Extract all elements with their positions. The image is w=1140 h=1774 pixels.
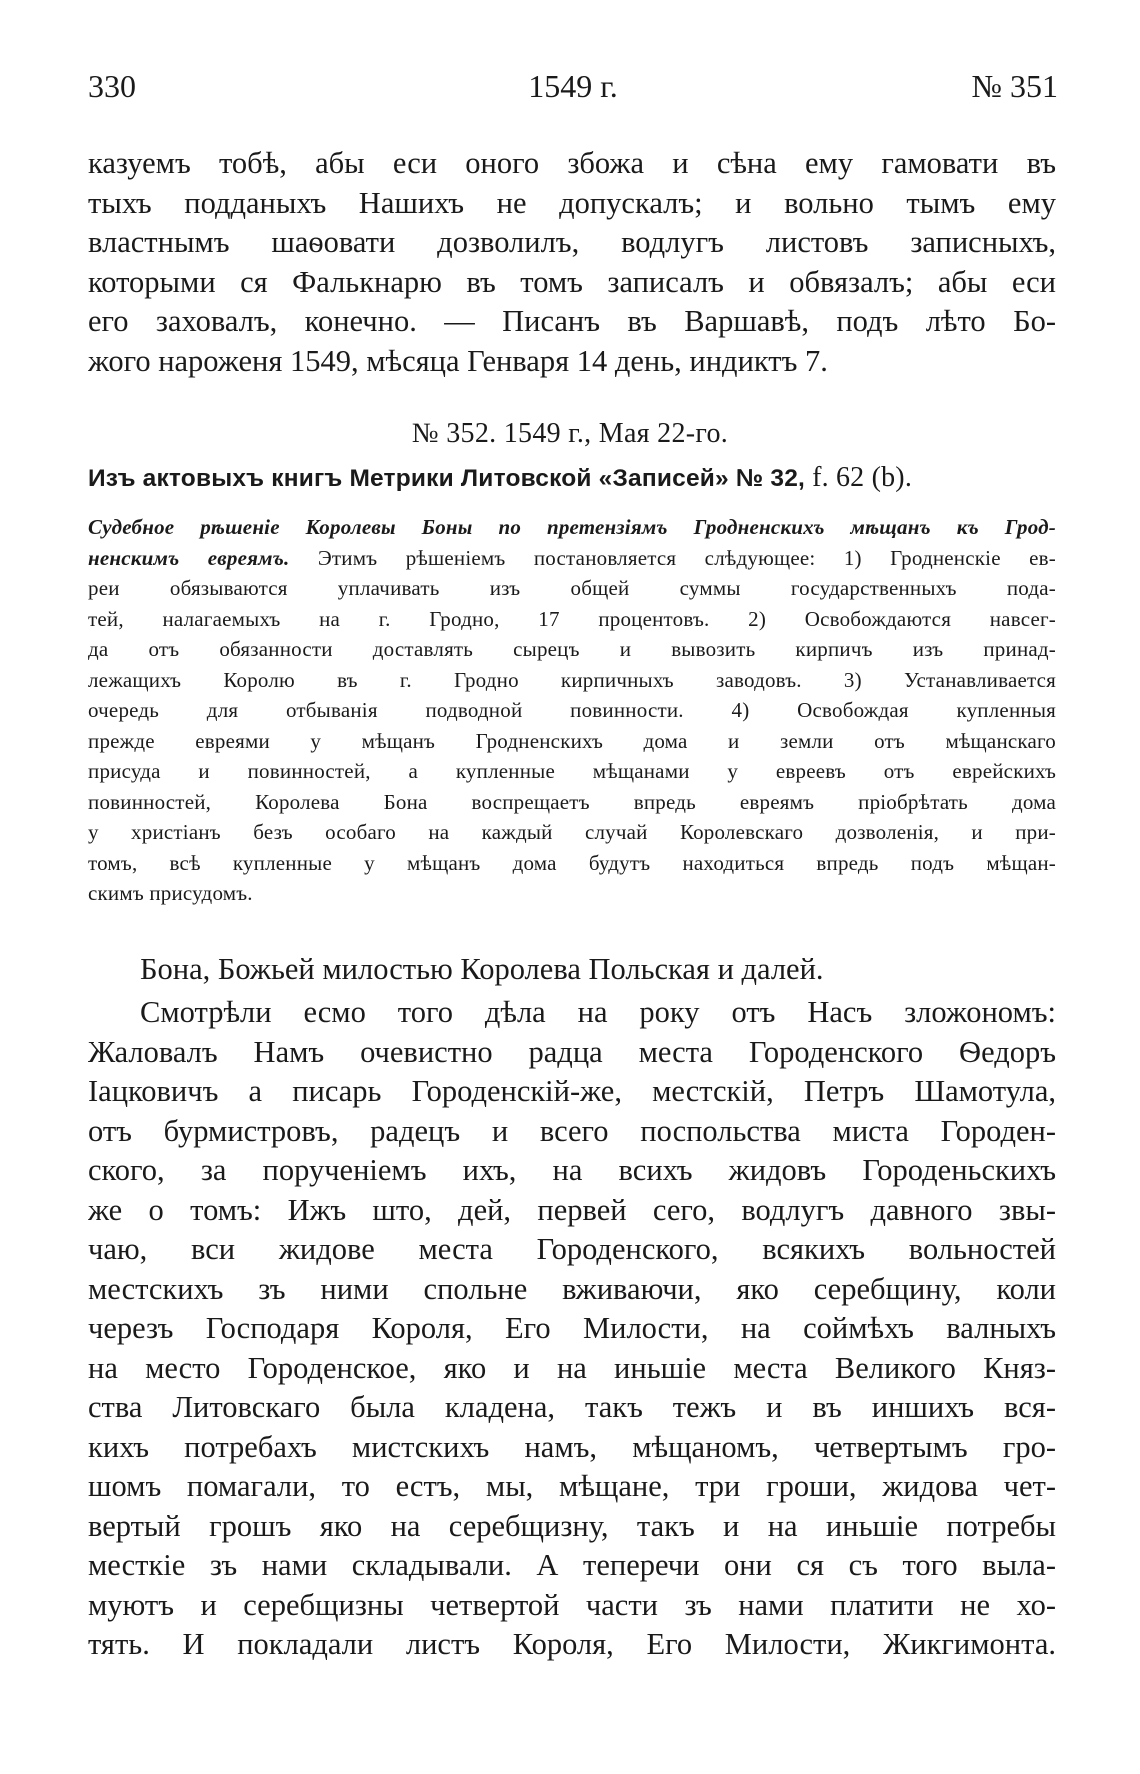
summary-line: да отъ обязанности доставлять сырецъ и вывозить кирпичъ изъ принад- — [88, 637, 1056, 661]
text-line: же о томъ: Ижъ што, дей, первей сего, водлугъ давного звы- — [88, 1192, 1056, 1227]
text-line: кихъ потребахъ мистскихъ намъ, мѣщаномъ, четвертымъ гро- — [88, 1429, 1056, 1464]
source-prefix: Изъ актовыхъ книгъ Метрики Литовской «Записей» № 32, — [88, 465, 806, 492]
summary-line: реи обязываются уплачивать изъ общей суммы государственныхъ пода- — [88, 576, 1056, 600]
text-line: черезъ Господаря Короля, Его Милости, на соймѣхъ валныхъ — [88, 1311, 1056, 1345]
source-ref: f. 62 (b). — [812, 462, 913, 493]
header-year: 1549 г. — [528, 68, 618, 104]
document-source — [88, 462, 1056, 494]
summary-line — [88, 543, 1056, 574]
text-line: вертый грошъ яко на серебщизну, такъ и на иньшіе потребы — [88, 1508, 1056, 1543]
text-line: Жаловалъ Намъ очевистно радца места Городенского Ѳедоръ — [88, 1034, 1056, 1069]
text-line: Смотрѣли есмо того дѣла на року отъ Насъ зложономъ: — [140, 995, 1056, 1029]
summary-line: у христіанъ безъ особаго на каждый случай Королевскаго дозволенія, и при- — [88, 820, 1056, 844]
summary-italic-title-end: ненскимъ евреямъ. — [88, 545, 290, 570]
text-line: отъ бурмистровъ, радецъ и всего поспольства миста Городен- — [88, 1113, 1056, 1148]
text-line: местскихъ зъ ними спольне вживаючи, яко серебщину, коли — [88, 1271, 1056, 1306]
text-line: казуемъ тобѣ, абы еси оного збожа и сѣна ему гамовати въ — [88, 146, 1056, 180]
previous-document-ending — [88, 144, 1056, 381]
document-title: № 352. 1549 г., Мая 22-го. — [411, 418, 729, 449]
text-line: на место Городенское, яко и на иньшіе места Великого Княз- — [88, 1350, 1056, 1385]
summary-italic-title: Судебное рѣшеніе Королевы Боны по претензіямъ Гродненскихъ мѣщанъ къ Грод- — [88, 515, 1056, 539]
text-line: ства Литовскаго была кладена, такъ тежъ и въ иншихъ вся- — [88, 1390, 1056, 1424]
main-text — [88, 993, 1056, 1665]
text-line: месткіе зъ нами складывали. А теперечи они ся съ того выла- — [88, 1548, 1056, 1582]
text-line: жого нароженя 1549, мѣсяца Генваря 14 день, индиктъ 7. — [88, 343, 828, 378]
text-line: шомъ помагали, то естъ, мы, мѣщане, три гроши, жидова чет- — [88, 1469, 1056, 1503]
summary-line — [88, 512, 1056, 543]
header-document-number: № 351 — [971, 68, 1058, 104]
text-line: ского, за порученіемъ ихъ, на всихъ жидовъ Городеньскихъ — [88, 1153, 1056, 1187]
summary-line: скимъ присудомъ. — [88, 881, 253, 905]
page-number: 330 — [88, 68, 136, 104]
summary-line: присуда и повинностей, а купленные мѣщанами у евреевъ отъ еврейскихъ — [88, 759, 1056, 783]
document-summary — [88, 512, 1056, 909]
text-line: чаю, вси жидове места Городенского, всякихъ вольностей — [88, 1232, 1056, 1266]
text-line: которыми ся Фалькнарю въ томъ записалъ и обвязалъ; абы еси — [88, 264, 1056, 299]
summary-line: повинностей, Королева Бона воспрещаетъ впредь евреямъ пріобрѣтать дома — [88, 789, 1056, 814]
summary-line: очередь для отбыванія подводной повинности. 4) Освобождая купленныя — [88, 698, 1056, 722]
text-line: тять. И покладали листъ Короля, Его Милости, Жикгимонта. — [88, 1627, 1056, 1661]
summary-line: томъ, всѣ купленные у мѣщанъ дома будутъ находиться впредь подъ мѣщан- — [88, 850, 1056, 875]
salutation: Бона, Божьей милостью Королева Польская и далей. — [140, 952, 824, 986]
text-line: тыхъ подданыхъ Нашихъ не допускалъ; и вольно тымъ ему — [88, 185, 1056, 220]
text-line: его заховалъ, конечно. — Писанъ въ Варшавѣ, подъ лѣто Бо- — [88, 304, 1056, 338]
text-line: Іацковичъ а писарь Городенскій-же, местскій, Петръ Шамотула, — [88, 1074, 1056, 1108]
text-line: властнымъ шаѳовати дозволилъ, водлугъ листовъ записныхъ, — [88, 225, 1056, 259]
summary-line: прежде евреями у мѣщанъ Гродненскихъ дома и земли отъ мѣщанскаго — [88, 728, 1056, 753]
summary-text: Этимъ рѣшеніемъ постановляется слѣдующее: 1) Гродненскіе ев- — [317, 545, 1056, 570]
summary-line: тей, налагаемыхъ на г. Гродно, 17 процентовъ. 2) Освобождаются навсег- — [88, 606, 1056, 631]
page-header — [88, 68, 1058, 112]
text-line: муютъ и серебщизны четвертой части зъ нами платити не хо- — [88, 1587, 1056, 1622]
summary-line: лежащихъ Королю въ г. Гродно кирпичныхъ заводовъ. 3) Устанавливается — [88, 667, 1056, 692]
